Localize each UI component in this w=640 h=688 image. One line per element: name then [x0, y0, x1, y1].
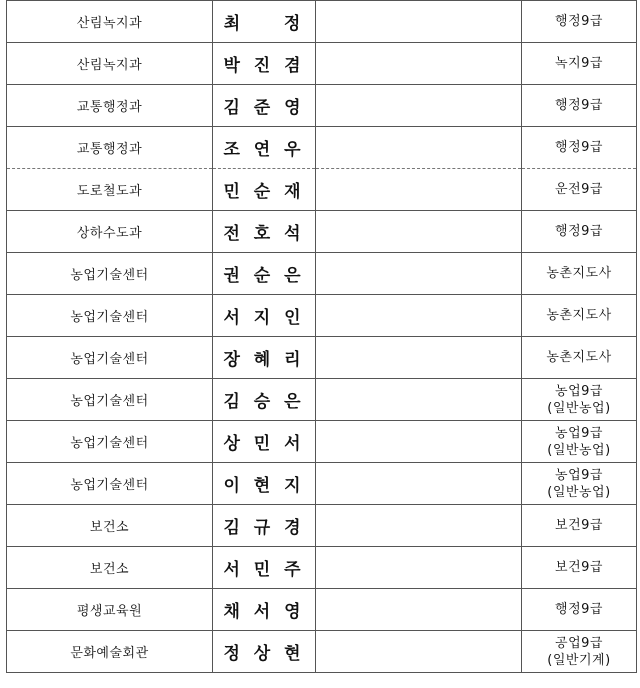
- table-row: [7, 547, 637, 589]
- name-cell: [213, 211, 316, 253]
- grade-cell: [522, 547, 637, 589]
- person-name: 박 진 겸: [223, 56, 305, 76]
- grade-text: 농촌지도사: [546, 350, 612, 365]
- grade-text: 농업9급: [555, 425, 603, 441]
- empty-cell: [316, 589, 522, 631]
- table-row: [7, 379, 637, 421]
- grade-text: 행정9급: [555, 98, 603, 113]
- name-cell: [213, 547, 316, 589]
- table-row: [7, 505, 637, 547]
- empty-cell: [316, 1, 522, 43]
- department-cell: 산림녹지과: [7, 43, 213, 85]
- name-cell: [213, 505, 316, 547]
- person-name: 김 준 영: [223, 98, 305, 118]
- empty-cell: [316, 337, 522, 379]
- department-cell: 농업기술센터: [7, 253, 213, 295]
- name-cell: [213, 631, 316, 673]
- grade-cell: [522, 43, 637, 85]
- department-cell: 산림녹지과: [7, 1, 213, 43]
- name-cell: [213, 379, 316, 421]
- grade-subtext: (일반농업): [547, 484, 611, 500]
- grade-text: 보건9급: [555, 518, 603, 533]
- empty-cell: [316, 43, 522, 85]
- table-row: [7, 337, 637, 379]
- name-cell: [213, 421, 316, 463]
- department-cell: 보건소: [7, 547, 213, 589]
- empty-cell: [316, 85, 522, 127]
- department-cell: 문화예술회관: [7, 631, 213, 673]
- empty-cell: [316, 463, 522, 505]
- empty-cell: [316, 379, 522, 421]
- department-cell: 교통행정과: [7, 85, 213, 127]
- empty-cell: [316, 211, 522, 253]
- table-row: [7, 211, 637, 253]
- name-cell: [213, 127, 316, 169]
- department-cell: 보건소: [7, 505, 213, 547]
- grade-text: 공업9급: [555, 635, 603, 651]
- grade-text: 행정9급: [555, 602, 603, 617]
- name-cell: [213, 169, 316, 211]
- table-row: [7, 253, 637, 295]
- grade-text: 농촌지도사: [546, 308, 612, 323]
- department-cell: 농업기술센터: [7, 421, 213, 463]
- person-name: 김 규 경: [223, 518, 305, 538]
- person-name: 김 승 은: [223, 392, 305, 412]
- grade-cell: [522, 1, 637, 43]
- person-name: 민 순 재: [223, 182, 305, 202]
- grade-cell: [522, 463, 637, 505]
- person-name: 이 현 지: [223, 476, 305, 496]
- name-cell: [213, 337, 316, 379]
- empty-cell: [316, 547, 522, 589]
- empty-cell: [316, 127, 522, 169]
- grade-text: 행정9급: [555, 224, 603, 239]
- grade-cell: [522, 631, 637, 673]
- person-name: 서 민 주: [223, 560, 305, 580]
- table-row: [7, 169, 637, 211]
- grade-text: 농업9급: [555, 467, 603, 483]
- empty-cell: [316, 505, 522, 547]
- table-row: [7, 43, 637, 85]
- department-cell: 상하수도과: [7, 211, 213, 253]
- grade-text: 농업9급: [555, 383, 603, 399]
- table-row: [7, 589, 637, 631]
- person-name: 조 연 우: [223, 140, 305, 160]
- grade-cell: [522, 253, 637, 295]
- person-name: 장 혜 리: [223, 350, 305, 370]
- empty-cell: [316, 253, 522, 295]
- table-row: [7, 463, 637, 505]
- person-name: 서 지 인: [223, 308, 305, 328]
- department-cell: 농업기술센터: [7, 295, 213, 337]
- table-row: [7, 631, 637, 673]
- grade-cell: [522, 127, 637, 169]
- table-row: [7, 85, 637, 127]
- person-name: 상 민 서: [223, 434, 305, 454]
- personnel-table: [6, 0, 637, 673]
- grade-text: 보건9급: [555, 560, 603, 575]
- grade-cell: [522, 85, 637, 127]
- name-cell: [213, 43, 316, 85]
- empty-cell: [316, 421, 522, 463]
- person-name: 권 순 은: [223, 266, 305, 286]
- grade-cell: [522, 295, 637, 337]
- person-name: 전 호 석: [223, 224, 305, 244]
- department-cell: 농업기술센터: [7, 463, 213, 505]
- grade-subtext: (일반농업): [547, 400, 611, 416]
- grade-text: 운전9급: [555, 182, 603, 197]
- grade-text: 녹지9급: [555, 56, 603, 71]
- empty-cell: [316, 169, 522, 211]
- department-cell: 농업기술센터: [7, 379, 213, 421]
- table-row: [7, 295, 637, 337]
- grade-cell: [522, 589, 637, 631]
- grade-cell: [522, 211, 637, 253]
- person-name: 채 서 영: [223, 602, 305, 622]
- grade-text: 행정9급: [555, 140, 603, 155]
- name-cell: [213, 1, 316, 43]
- department-cell: 농업기술센터: [7, 337, 213, 379]
- grade-text: 농촌지도사: [546, 266, 612, 281]
- name-cell: [213, 295, 316, 337]
- name-cell: [213, 589, 316, 631]
- person-name: 정 상 현: [223, 644, 305, 664]
- grade-subtext: (일반농업): [547, 442, 611, 458]
- grade-cell: [522, 169, 637, 211]
- department-cell: 평생교육원: [7, 589, 213, 631]
- empty-cell: [316, 295, 522, 337]
- name-cell: [213, 253, 316, 295]
- department-cell: 교통행정과: [7, 127, 213, 169]
- grade-cell: [522, 505, 637, 547]
- table-row: [7, 127, 637, 169]
- grade-cell: [522, 421, 637, 463]
- department-cell: 도로철도과: [7, 169, 213, 211]
- table-row: [7, 1, 637, 43]
- grade-subtext: (일반기계): [547, 652, 611, 668]
- person-name: 최 정: [223, 14, 305, 34]
- grade-cell: [522, 379, 637, 421]
- empty-cell: [316, 631, 522, 673]
- table-row: [7, 421, 637, 463]
- grade-text: 행정9급: [555, 14, 603, 29]
- name-cell: [213, 85, 316, 127]
- name-cell: [213, 463, 316, 505]
- grade-cell: [522, 337, 637, 379]
